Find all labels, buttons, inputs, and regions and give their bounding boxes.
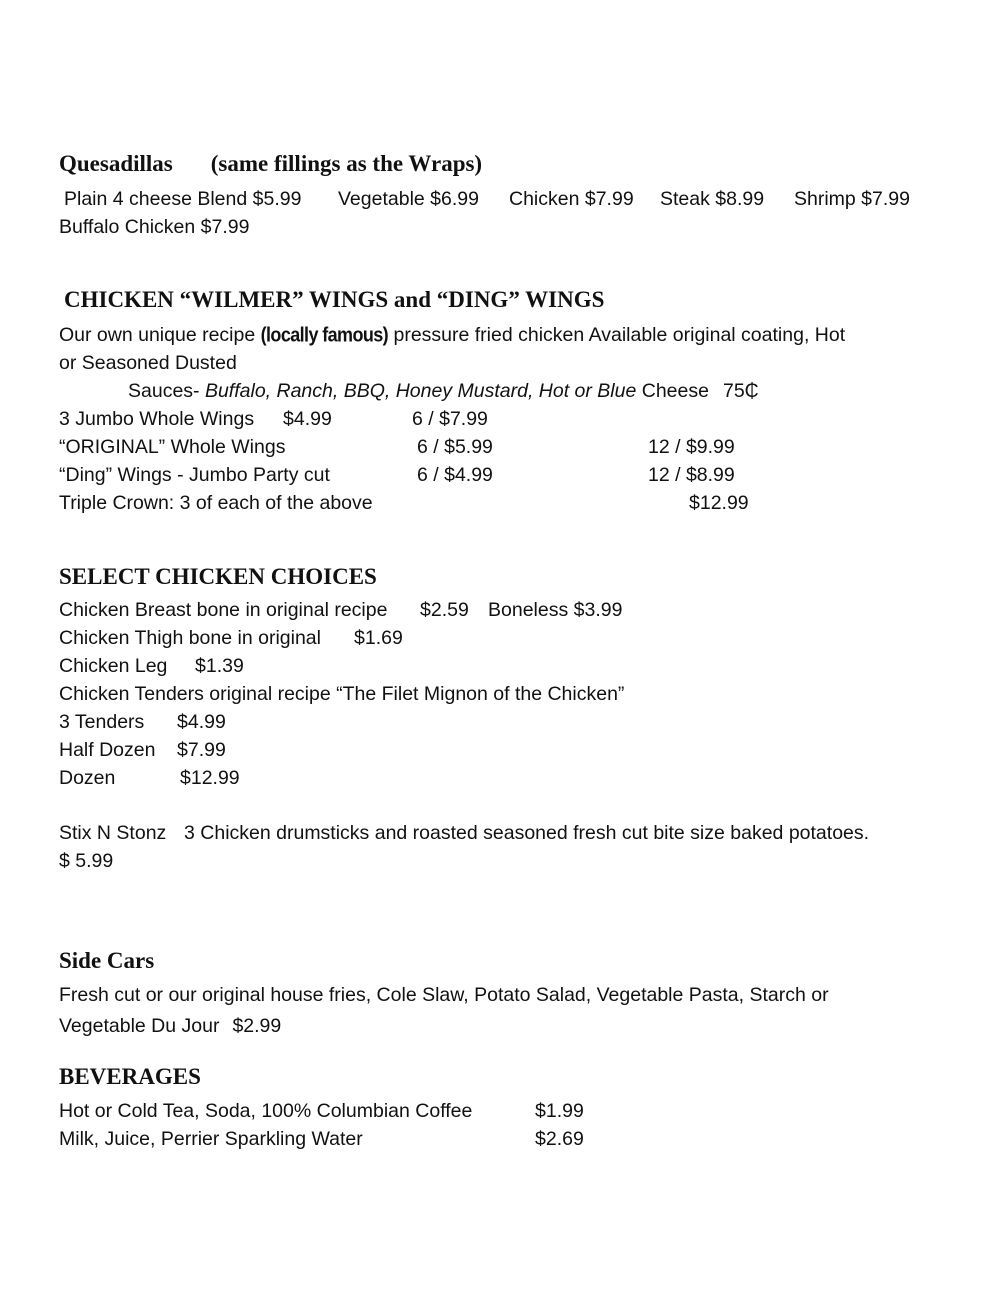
quesadillas-subtitle: (same fillings as the Wraps) — [210, 151, 483, 176]
wings-row-name: “Ding” Wings - Jumbo Party cut — [59, 464, 330, 486]
quesadillas-item-steak: Steak $8.99 — [660, 188, 765, 210]
chicken-thigh-item: Chicken Thigh bone in original — [59, 627, 321, 649]
wings-desc-after: pressure fried chicken Available original coating, Hot — [388, 324, 846, 346]
chicken-breast-price: $2.59 — [420, 599, 469, 621]
wings-row-price: 12 / $9.99 — [648, 436, 735, 458]
side-cars-description: Fresh cut or our original house fries, Cole Slaw, Potato Salad, Vegetable Pasta, Starch or — [59, 984, 829, 1006]
wings-sauces-price: 75₵ — [722, 380, 759, 402]
chicken-tenders-description: Chicken Tenders original recipe “The Filet Mignon of the Chicken” — [59, 683, 625, 705]
quesadillas-item-buffalo: Buffalo Chicken $7.99 — [59, 216, 250, 238]
side-cars-description-line2 — [59, 1014, 281, 1038]
wings-desc-highlight: (locally famous) — [260, 323, 389, 347]
quesadillas-title — [59, 150, 482, 178]
wings-row-price: 6 / $7.99 — [412, 408, 488, 430]
wings-sauces — [128, 379, 759, 403]
tenders-price: $7.99 — [177, 739, 226, 761]
quesadillas-item-vegetable: Vegetable $6.99 — [338, 188, 479, 210]
chicken-breast-item: Chicken Breast bone in original recipe — [59, 599, 388, 621]
stix-n-stonz-description: 3 Chicken drumsticks and roasted seasoned fresh cut bite size baked potatoes. — [184, 822, 870, 844]
quesadillas-item-chicken: Chicken $7.99 — [509, 188, 634, 210]
wings-row-name: Triple Crown: 3 of each of the above — [59, 492, 373, 514]
stix-n-stonz-name: Stix N Stonz — [59, 822, 167, 844]
stix-n-stonz-price: $ 5.99 — [59, 850, 114, 872]
wings-row-price: 12 / $8.99 — [648, 464, 735, 486]
chicken-boneless-price: Boneless $3.99 — [488, 599, 623, 621]
chicken-leg-item: Chicken Leg — [59, 655, 168, 677]
wings-description-line2: or Seasoned Dusted — [59, 352, 237, 374]
wings-row-price: 6 / $4.99 — [417, 464, 493, 486]
wings-sauces-prefix: Sauces- — [128, 380, 205, 402]
chicken-thigh-price: $1.69 — [354, 627, 403, 649]
side-cars-price: $2.99 — [232, 1015, 282, 1037]
wings-row-name: “ORIGINAL” Whole Wings — [59, 436, 286, 458]
tenders-price: $4.99 — [177, 711, 226, 733]
wings-row-price: $4.99 — [283, 408, 332, 430]
tenders-item: Dozen — [59, 767, 116, 789]
tenders-item: Half Dozen — [59, 739, 156, 761]
wings-row-price: $12.99 — [689, 492, 749, 514]
tenders-price: $12.99 — [180, 767, 240, 789]
quesadillas-item-shrimp: Shrimp $7.99 — [794, 188, 910, 210]
wings-row-name: 3 Jumbo Whole Wings — [59, 408, 255, 430]
chicken-leg-price: $1.39 — [195, 655, 244, 677]
beverages-title: BEVERAGES — [59, 1064, 201, 1089]
beverage-item: Milk, Juice, Perrier Sparkling Water — [59, 1128, 363, 1150]
tenders-item: 3 Tenders — [59, 711, 145, 733]
wings-title: CHICKEN “WILMER” WINGS and “DING” WINGS — [64, 287, 605, 312]
quesadillas-item-plain: Plain 4 cheese Blend $5.99 — [64, 188, 302, 210]
side-cars-title: Side Cars — [59, 948, 155, 973]
beverage-item: Hot or Cold Tea, Soda, 100% Columbian Coffee — [59, 1100, 473, 1122]
quesadillas-title-text: Quesadillas — [59, 151, 173, 176]
wings-row-price: 6 / $5.99 — [417, 436, 493, 458]
beverage-price: $1.99 — [535, 1100, 584, 1122]
wings-desc-before: Our own unique recipe — [59, 324, 261, 346]
side-cars-line2-text: Vegetable Du Jour — [59, 1015, 220, 1037]
select-chicken-title: SELECT CHICKEN CHOICES — [59, 564, 377, 589]
wings-sauces-list: Buffalo, Ranch, BBQ, Honey Mustard, Hot or Blue — [204, 380, 637, 402]
wings-sauces-suffix: Cheese — [636, 380, 709, 402]
beverage-price: $2.69 — [535, 1128, 584, 1150]
wings-description — [59, 323, 845, 347]
